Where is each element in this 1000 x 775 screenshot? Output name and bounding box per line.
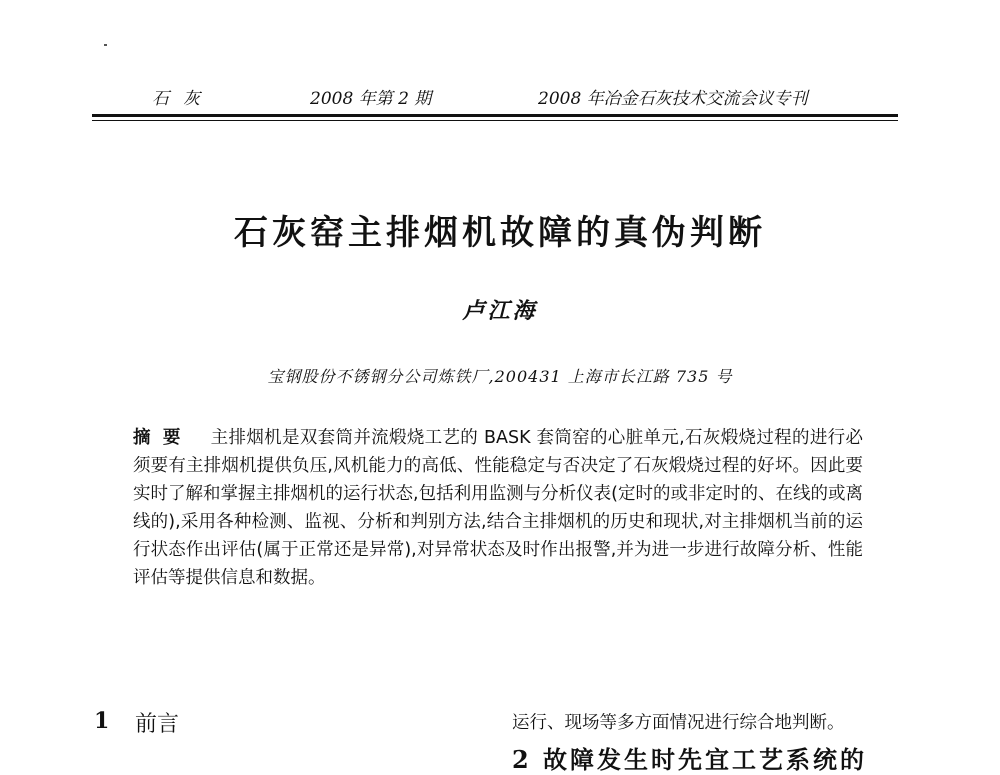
journal-name: 石灰 — [152, 89, 214, 109]
right-column-line: 运行、现场等多方面情况进行综合地判断。 — [512, 713, 845, 733]
special-issue-title: 2008 年冶金石灰技术交流会议专刊 — [538, 89, 808, 109]
section-number: 1 — [94, 708, 110, 734]
right-column-heading: 2 故障发生时先宜工艺系统的 — [512, 745, 868, 774]
issue-number: 2008 年第 2 期 — [310, 89, 432, 109]
scan-speck — [104, 44, 107, 46]
header-rule-thick — [92, 114, 898, 117]
author-affiliation: 宝钢股份不锈钢分公司炼铁厂,200431 上海市长江路 735 号 — [267, 367, 733, 386]
section-title: 前言 — [135, 712, 180, 737]
header-rule-thin — [92, 120, 898, 121]
abstract-label: 摘要 — [133, 428, 193, 448]
abstract-text: 主排烟机是双套筒并流煅烧工艺的 BASK 套筒窑的心脏单元,石灰煅烧过程的进行必须要有主排烟机提供负压,风机能力的高低、性能稳定与否决定了石灰煅烧过程的好坏。因此要实时了解和掌握主排烟机的运行状态,包括利用监测与分析仪表(定时的或非定时的、在线的或离线的),采用各种检测、监视、分析和判别方法,结合主排烟机的历史和现状,对主排烟机当前的运行状态作出评估(属于正常还是异常),对异常状态及时作出报警,并为进一步进行故障分析、性能评估等提供信息和数据。 — [133, 428, 864, 588]
running-header — [92, 84, 898, 112]
paper-title: 石灰窑主排烟机故障的真伪判断 — [234, 213, 766, 253]
abstract-block — [133, 424, 863, 592]
author-name: 卢江海 — [462, 298, 538, 324]
